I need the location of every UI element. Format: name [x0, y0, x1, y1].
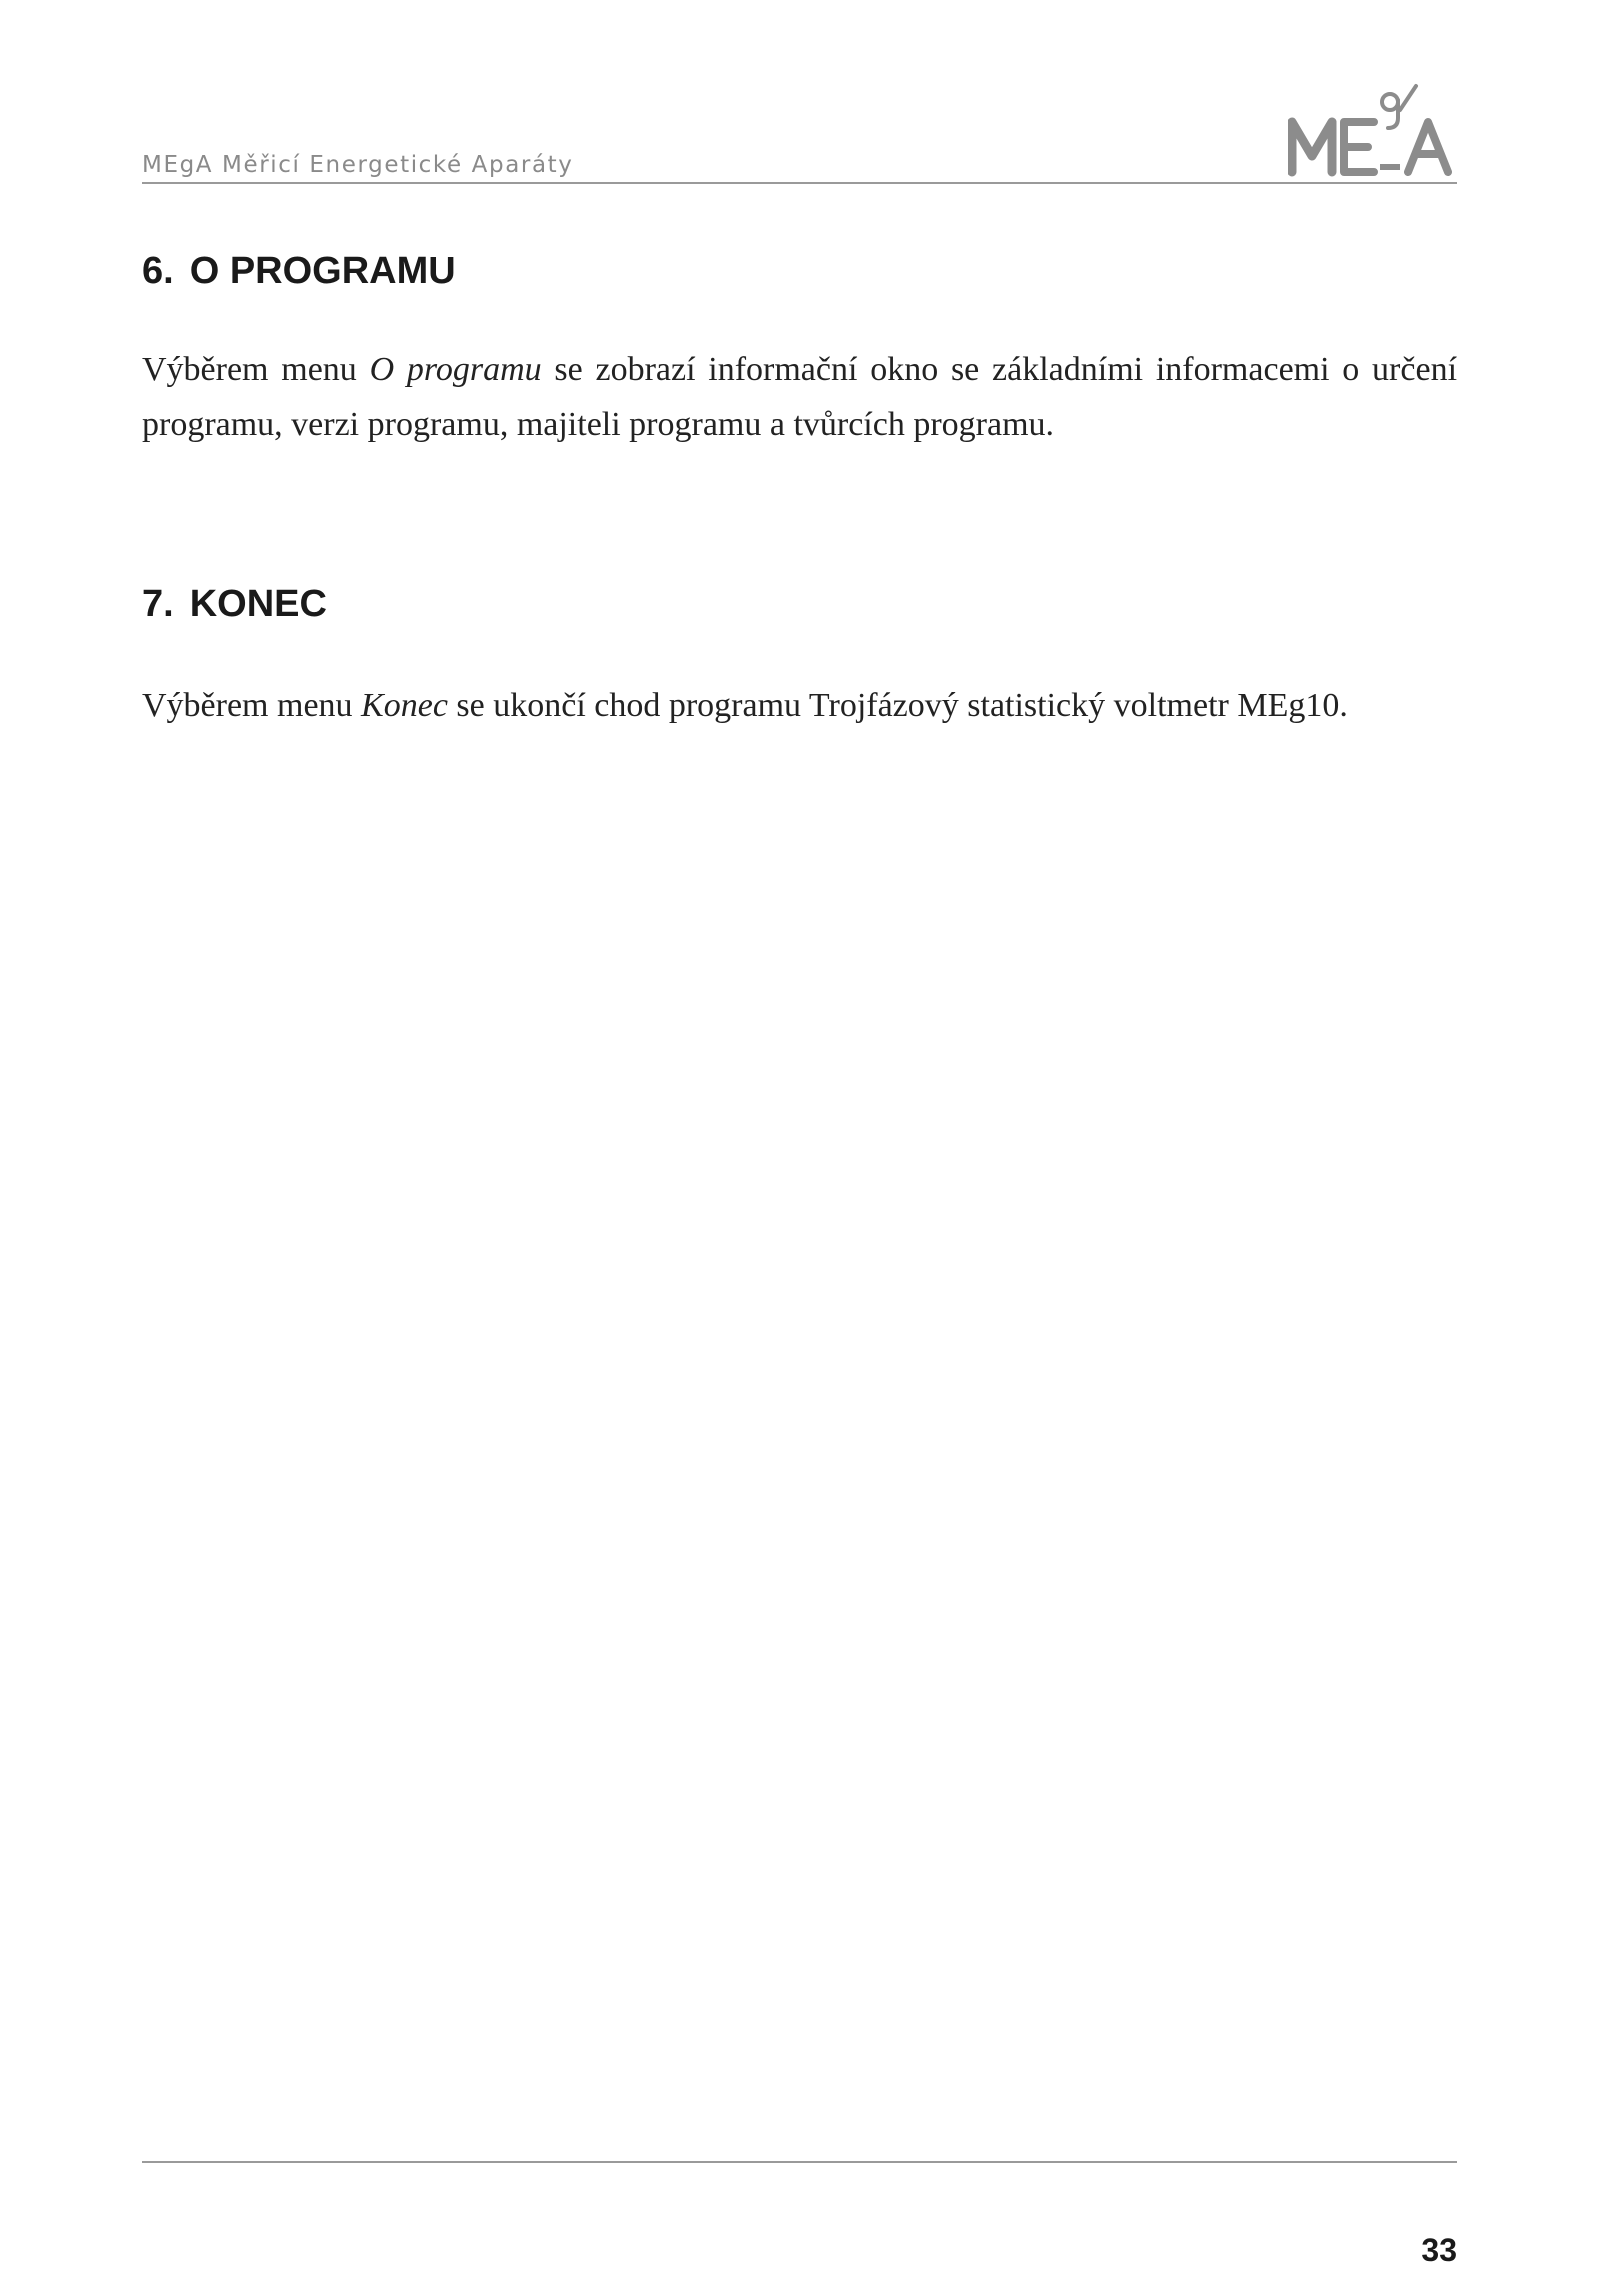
mega-logo [1288, 80, 1458, 180]
footer-rule [142, 2161, 1457, 2163]
running-header: MEgA Měřicí Energetické Aparáty [142, 152, 574, 178]
paragraph-text: se zobrazí informační okno se základními informacemi o určení programu, verzi programu, majiteli programu a tvůrcích programu. [142, 351, 1458, 443]
section-title: O PROGRAMU [189, 250, 456, 292]
paragraph-text: se ukončí chod programu Trojfázový statistický voltmetr MEg10. [447, 687, 1348, 724]
header-rule [142, 182, 1457, 184]
section-paragraph-o-programu [142, 342, 1457, 452]
page-number: 33 [1421, 2232, 1457, 2268]
section-paragraph-konec [142, 678, 1457, 733]
paragraph-text: Výběrem menu [142, 687, 362, 724]
section-heading-o-programu [142, 248, 456, 294]
section-number: 7. [142, 583, 174, 625]
section-heading-konec [142, 581, 327, 627]
menu-name-emphasis: Konec [361, 687, 448, 724]
section-number: 6. [142, 250, 174, 292]
paragraph-text: Výběrem menu [142, 351, 370, 388]
menu-name-emphasis: O programu [369, 351, 542, 388]
section-title: KONEC [189, 583, 327, 625]
